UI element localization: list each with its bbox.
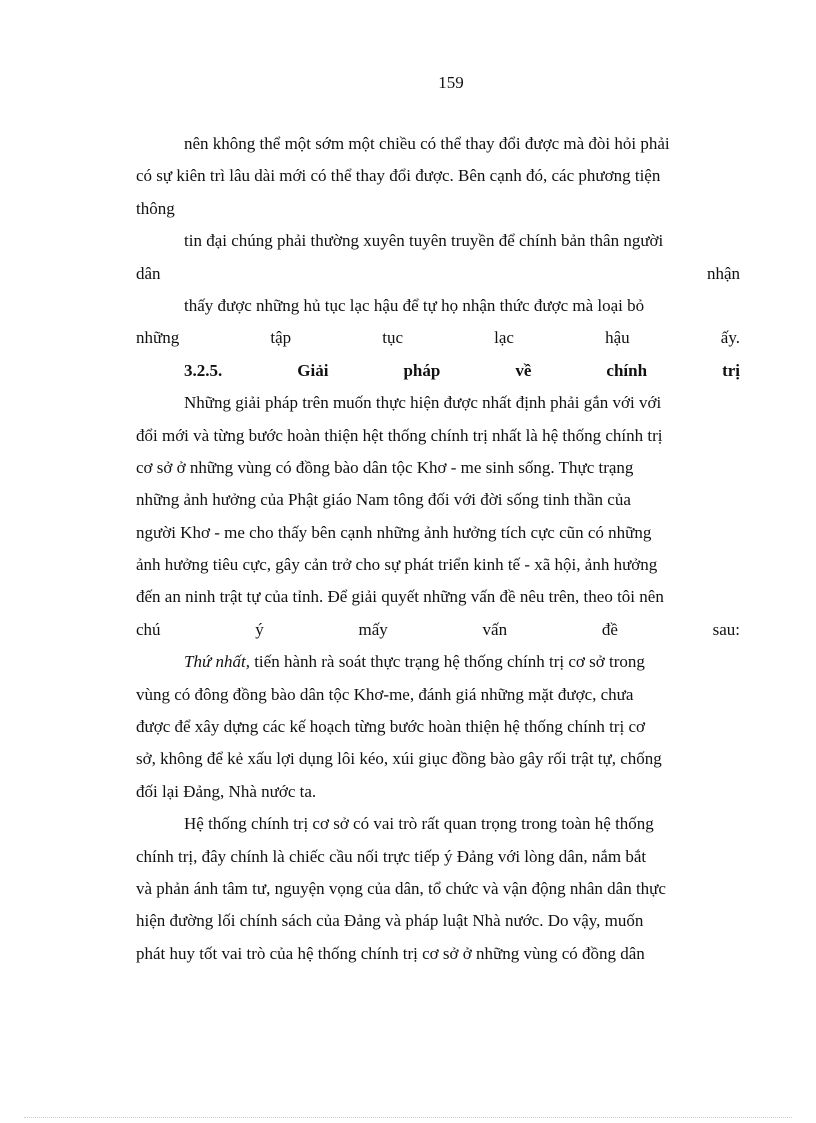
page-number: 159 [438,73,464,92]
text-line: Hệ thống chính trị cơ sở có vai trò rất quan trọng trong toàn hệ thống [184,814,654,834]
heading-word: 3.2.5. [184,360,223,380]
word: sau: [712,619,740,639]
text-line: những ảnh hưởng của Phật giáo Nam tông đối với đời sống tinh thần của [136,490,631,510]
word: hậu [605,328,630,348]
text-line: cơ sở ở những vùng có đồng bào dân tộc Khơ - me sinh sống. Thực trạng [136,457,634,477]
text-line: đổi mới và từng bước hoàn thiện hệt thống chính trị nhất là hệ thống chính trị [136,425,663,445]
word: tục [382,328,404,348]
text-run: tiến hành rà soát thực trạng hệ thống chính trị cơ sở trong [249,652,645,672]
text-line: vùng có đông đồng bào dân tộc Khơ-me, đánh giá những mặt được, chưa [136,684,634,704]
text-line [136,258,740,290]
word: mấy [358,619,388,639]
heading-word: trị [722,360,740,380]
word: nhận [706,263,740,283]
word: ý [255,619,264,639]
word: lạc [494,328,514,348]
text-line: chính trị, đây chính là chiếc cầu nối trực tiếp ý Đảng với lòng dân, nắm bắt [136,846,647,866]
text-line [136,614,740,646]
word: vấn [482,619,508,639]
document-body [136,128,740,970]
italic-lead: Thứ nhất, [184,652,250,672]
text-line: phát huy tốt vai trò của hệ thống chính trị cơ sở ở những vùng có đồng dân [136,943,645,963]
heading-word: về [515,360,532,380]
text-line: thông [136,198,175,218]
word: chú [136,619,161,639]
word: đề [601,619,618,639]
heading-word: chính [606,360,648,380]
text-line [136,322,740,354]
heading-word: pháp [403,360,441,380]
text-line: nên không thể một sớm một chiều có thể thay đổi được mà đòi hỏi phải [184,134,670,153]
word: những [136,328,180,348]
word: tập [270,328,292,348]
text-line: Những giải pháp trên muốn thực hiện được nhất định phải gắn với với [184,393,662,413]
word: ấy. [720,328,740,348]
text-line: tin đại chúng phải thường xuyên tuyên truyền để chính bản thân người [184,231,664,251]
text-line: đến an ninh trật tự của tỉnh. Để giải quyết những vấn đề nêu trên, theo tôi nên [136,587,664,607]
text-line: người Khơ - me cho thấy bên cạnh những ảnh hưởng tích cực cũn có những [136,522,652,542]
word: dân [136,263,161,283]
text-line: được để xây dựng các kế hoạch từng bước hoàn thiện hệ thống chính trị cơ [136,717,645,737]
text-line: thấy được những hủ tục lạc hậu để tự họ nhận thức được mà loại bỏ [184,295,645,315]
text-line: đối lại Đảng, Nhà nước ta. [136,781,317,801]
text-line [136,646,740,678]
text-line: hiện đường lối chính sách của Đảng và pháp luật Nhà nước. Do vậy, muốn [136,911,644,931]
section-heading [136,355,740,387]
text-line: sở, không để kẻ xấu lợi dụng lôi kéo, xúi giục đồng bào gây rối trật tự, chống [136,749,662,769]
text-line: ảnh hưởng tiêu cực, gây cản trở cho sự phát triển kinh tế - xã hội, ảnh hưởng [136,555,658,575]
page-bottom-rule [24,1117,792,1118]
text-line: có sự kiên trì lâu dài mới có thể thay đổi được. Bên cạnh đó, các phương tiện [136,166,661,186]
text-line: và phản ánh tâm tư, nguyện vọng của dân, tổ chức và vận động nhân dân thực [136,878,666,898]
heading-word: Giải [297,360,329,380]
